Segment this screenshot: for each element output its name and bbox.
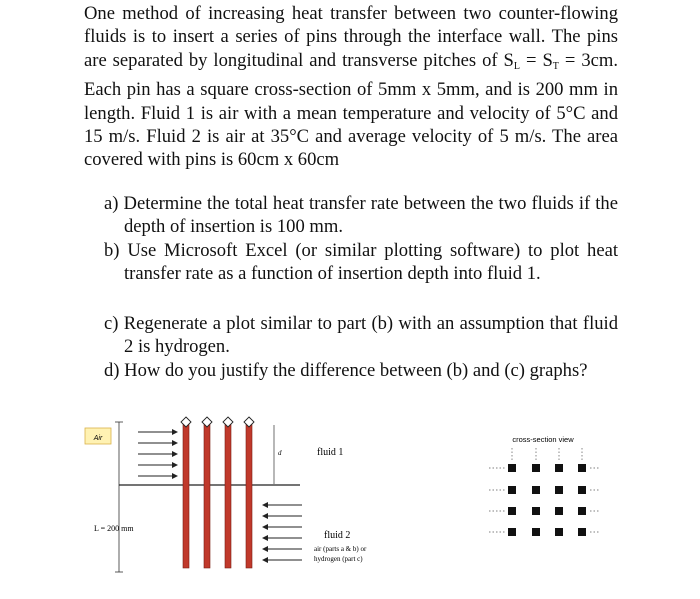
cross-section-pins	[508, 464, 586, 536]
fluid2-label: fluid 2	[324, 530, 351, 541]
part-d	[104, 359, 618, 382]
intro-text: One method of increasing heat transfer between two counter-flowing fluids is to insert a series of pins through the interface wall. The pins are separated by longitudinal and transverse pitches of S	[84, 3, 618, 71]
pin-square	[508, 486, 516, 494]
pin-square	[555, 486, 563, 494]
part-a-label: a)	[104, 193, 119, 214]
pin-square	[578, 486, 586, 494]
pin-square	[532, 464, 540, 472]
pin-square	[555, 507, 563, 515]
pin-square	[578, 528, 586, 536]
part-a	[104, 192, 618, 239]
pin-square	[508, 528, 516, 536]
part-c-text: Regenerate a plot similar to part (b) with an assumption that fluid 2 is hydrogen.	[123, 313, 618, 358]
pin	[183, 424, 189, 568]
pin-square	[532, 486, 540, 494]
depth-label: d	[278, 449, 282, 457]
fluid1-label: fluid 1	[317, 447, 344, 458]
part-d-label: d)	[104, 360, 120, 381]
part-c	[104, 312, 618, 359]
air-label: Air	[93, 435, 103, 442]
fluid1-arrow-heads	[172, 429, 178, 479]
pin-square	[508, 464, 516, 472]
fluid2-note-2: hydrogen (part c)	[314, 555, 363, 563]
fluid2-note-1: air (parts a & b) or	[314, 545, 367, 553]
fluid1-flow-arrows	[138, 432, 172, 476]
fluid2-flow-arrows	[268, 505, 302, 560]
pin-square	[578, 464, 586, 472]
pin-fin-figure	[0, 412, 700, 599]
length-label: L = 200 mm	[94, 524, 134, 533]
pin-tops	[181, 417, 254, 427]
part-b	[104, 239, 618, 286]
pins	[183, 424, 252, 568]
pin-square	[532, 507, 540, 515]
part-b-label: b)	[104, 240, 120, 261]
part-a-text: Determine the total heat transfer rate between the two fluids if the depth of insertion is 100 mm.	[123, 193, 618, 238]
problem-statement	[84, 2, 618, 172]
pin	[204, 424, 210, 568]
subscript-l: L	[513, 60, 520, 72]
pin-square	[578, 507, 586, 515]
equals-text: = S	[520, 49, 553, 71]
pin	[225, 424, 231, 568]
part-d-text: How do you justify the difference between (b) and (c) graphs?	[124, 360, 588, 381]
part-c-label: c)	[104, 313, 119, 334]
cross-section-title: cross-section view	[512, 435, 574, 444]
pin-square	[532, 528, 540, 536]
pin	[246, 424, 252, 568]
subscript-t: T	[552, 60, 559, 72]
part-b-text: Use Microsoft Excel (or similar plotting software) to plot heat transfer rate as a function of insertion depth into fluid 1.	[124, 240, 618, 285]
pin-square	[555, 528, 563, 536]
pin-square	[508, 507, 516, 515]
fluid2-arrow-heads	[262, 502, 268, 563]
pin-square	[555, 464, 563, 472]
intro-text-rest: = 3cm. Each pin has a square cross-section of 5mm x 5mm, and is 200 mm in length. Fluid 1 is air with a mean temperature and velocity of 5°C and 15 m/s. Fluid 2 is air at 35°C and average velocity of 5 m/s. The area covered with pins is 60cm x 60cm	[84, 49, 618, 171]
